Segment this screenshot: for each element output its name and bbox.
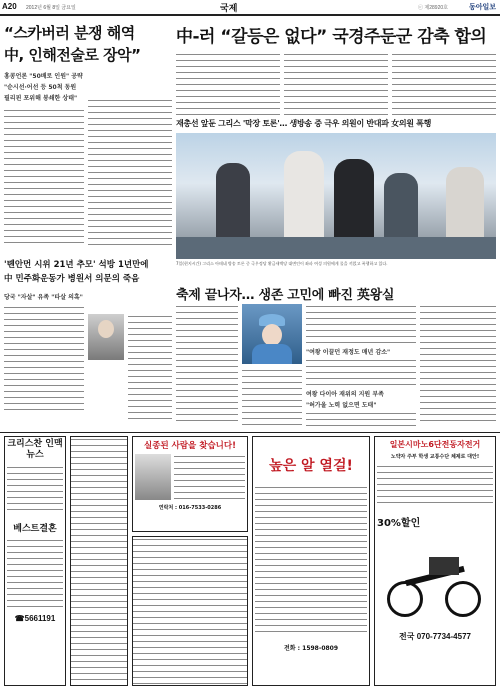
- subheadline: 당국 "자살" 유족 "타살 의혹": [4, 294, 83, 301]
- ads-divider: [0, 432, 500, 433]
- page-number: A20: [2, 2, 17, 11]
- queen-photo: [242, 304, 302, 364]
- page-header: [0, 0, 500, 16]
- photo-caption: 7일(현지시간) 그리스 아테네 방송 토론 중 극우정당 황금새벽당 대변인이 좌파 여성 의원에게 물을 끼얹고 폭행하고 있다.: [176, 261, 388, 266]
- article-body-2: [284, 52, 388, 116]
- sidebar-subheads: [306, 304, 416, 426]
- article-body-2: [242, 368, 302, 426]
- body-block: [306, 358, 416, 386]
- ad1-phone: ☎5661191: [14, 614, 56, 623]
- article-body-1: [176, 52, 280, 116]
- portrait-photo: [88, 314, 124, 360]
- ad-small-1: [132, 536, 248, 686]
- article-body-col2: [128, 314, 172, 424]
- ad1-title2: 베스트결혼: [13, 524, 57, 534]
- ad2-text: [174, 454, 245, 500]
- headline-line-2: 中 민주화운동가 병원서 의문의 죽음: [4, 274, 140, 284]
- subheadline-3: 필리핀 포위해 봉쇄한 상태": [4, 95, 78, 102]
- subheadline-2: "순시선·어선 등 50척 동원: [4, 84, 77, 91]
- headline-line-1: '톈안먼 시위 21년 추모' 석방 1년만에: [4, 260, 149, 270]
- article-body-col2: [88, 98, 172, 248]
- headline: 中-러 “갈등은 없다” 국경주둔군 감축 합의: [176, 27, 487, 47]
- photo-headline: 재총선 앞둔 그리스 '막장 토론'… 생방송 중 극우 의원이 반대파 女의원 폭행: [176, 119, 432, 128]
- article-body-1: [176, 304, 238, 426]
- missing-person-photo: [135, 454, 171, 500]
- ad1-title: 크리스찬 인맥뉴스: [7, 439, 63, 460]
- subhead-3: "허가울 노력 없으면 도태": [306, 402, 377, 409]
- section-title: 국제: [220, 4, 238, 14]
- bicycle-image: [377, 533, 493, 623]
- article-body-3: [392, 52, 496, 116]
- article-body: [4, 305, 84, 413]
- issue-number: ⓒ 제28920호: [418, 5, 448, 11]
- subhead-1: "여왕 이끌던 재정도 매년 감소": [306, 349, 391, 356]
- issue-date: 2012년 6월 8일 금요일: [26, 5, 76, 11]
- article-body: [4, 108, 84, 246]
- ad2-phone: 연락처 : 016-7533-0286: [158, 505, 222, 511]
- ad3-phone: 전화 : 1598-0809: [283, 645, 339, 652]
- ad-business: [252, 436, 370, 686]
- ad4-phone: 전국 070-7734-4577: [399, 632, 471, 641]
- ad-missing-person: [132, 436, 248, 532]
- ad3-text: [255, 485, 367, 635]
- headline: 축제 끝나자… 생존 고민에 빠진 英왕실: [176, 288, 395, 303]
- headline-line-2: 中, 인해전술로 장악”: [4, 46, 141, 64]
- ad1-text: [7, 465, 63, 515]
- publication-name: 동아일보: [468, 3, 496, 11]
- photo-story: [176, 118, 496, 280]
- news-photo: [176, 133, 496, 259]
- ad4-title: 일본시마노6단전동자전거: [389, 440, 481, 449]
- ad3-title: 높은 알 열걸!: [269, 458, 353, 474]
- ad4-sub: 노약자 주부 학생 교통수단 체제로 대안!: [390, 454, 480, 460]
- body-block: [306, 304, 416, 344]
- ad1-text2: [7, 538, 63, 608]
- subheadline-1: 홍콩언론 "50배로 인원" 공략: [4, 73, 83, 80]
- ad4-text: [377, 464, 493, 508]
- ad4-discount: 30%할인: [377, 518, 421, 529]
- body-block: [306, 411, 416, 429]
- ad-classified: [4, 436, 66, 686]
- ad-bicycle: [374, 436, 496, 686]
- ad-classified-2: [70, 436, 128, 686]
- headline-line-1: “스카버러 분쟁 해역: [4, 24, 135, 42]
- subhead-2: 여왕 다이아 재위의 지원 부족: [306, 391, 384, 398]
- article-body-3: [420, 304, 496, 426]
- ad2-title: 실종된 사람을 찾습니다!: [144, 441, 236, 451]
